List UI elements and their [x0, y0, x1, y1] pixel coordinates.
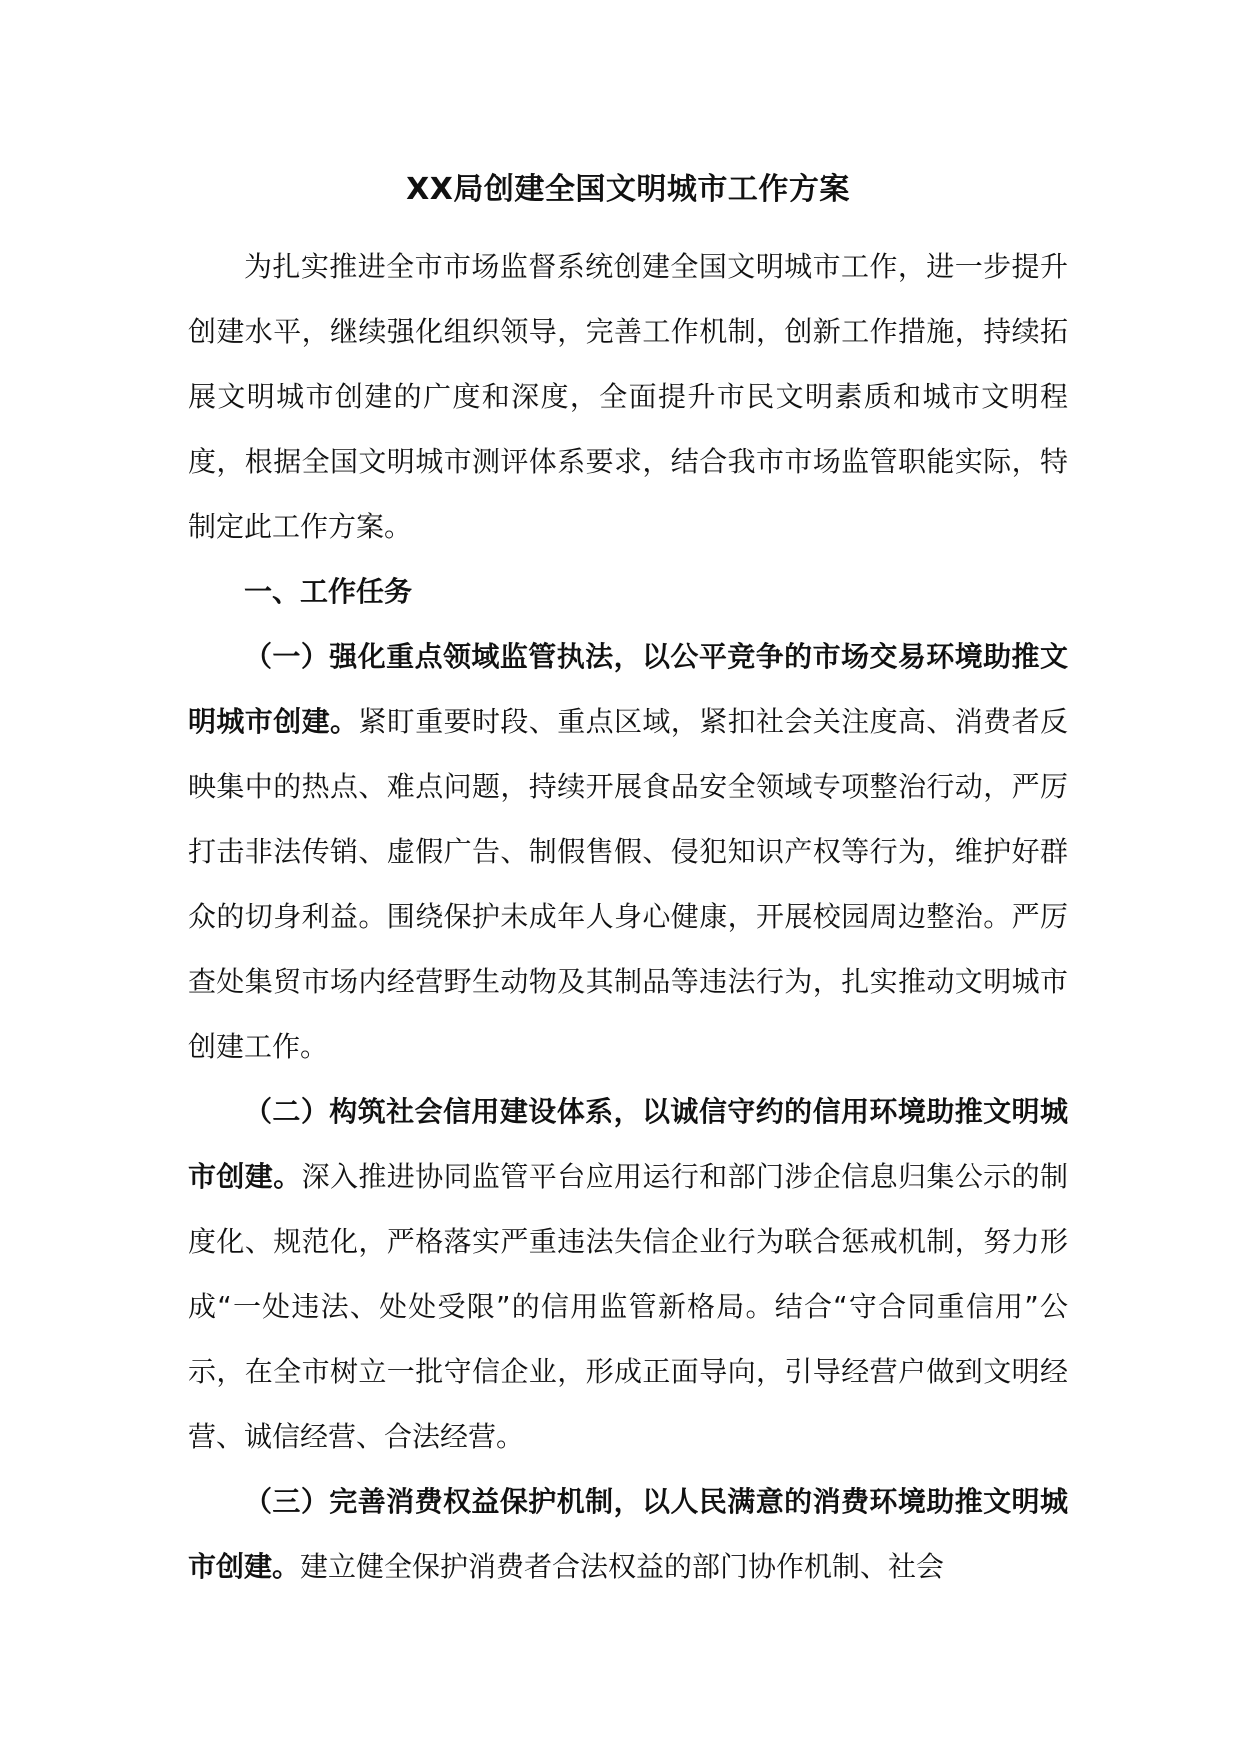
task-paragraph-3 — [188, 1469, 1068, 1599]
task-1-lead: （一）强化重点领域监管执法，以公平竞争的市场交易环境助推文明城市创建。 — [188, 640, 1068, 738]
section-heading-work-tasks: 一、工作任务 — [244, 575, 413, 608]
intro-paragraph: 为扎实推进全市市场监督系统创建全国文明城市工作，进一步提升创建水平，继续强化组织领导，完善工作机制，创新工作措施，持续拓展文明城市创建的广度和深度，全面提升市民文明素质和城市文明程度，根据全国文明城市测评体系要求，结合我市市场监管职能实际，特制定此工作方案。 — [188, 250, 1068, 543]
document-title: XX局创建全国文明城市工作方案 — [406, 172, 850, 207]
document-content — [188, 168, 1068, 1599]
task-1-body: 紧盯重要时段、重点区域，紧扣社会关注度高、消费者反映集中的热点、难点问题，持续开展食品安全领域专项整治行动，严厉打击非法传销、虚假广告、制假售假、侵犯知识产权等行为，维护好群众的切身利益。围绕保护未成年人身心健康，开展校园周边整治。严厉查处集贸市场内经营野生动物及其制品等违法行为，扎实推动文明城市创建工作。 — [188, 705, 1068, 1063]
task-3-lead: （三）完善消费权益保护机制，以人民满意的消费环境助推文明城市创建。 — [188, 1485, 1068, 1583]
task-2-body: 深入推进协同监管平台应用运行和部门涉企信息归集公示的制度化、规范化，严格落实严重违法失信企业行为联合惩戒机制，努力形成“一处违法、处处受限”的信用监管新格局。结合“守合同重信用”公示，在全市树立一批守信企业，形成正面导向，引导经营户做到文明经营、诚信经营、合法经营。 — [188, 1160, 1068, 1453]
task-paragraph-2 — [188, 1079, 1068, 1469]
task-paragraph-1 — [188, 624, 1068, 1079]
task-3-body: 建立健全保护消费者合法权益的部门协作机制、社会 — [300, 1550, 945, 1583]
task-2-lead: （二）构筑社会信用建设体系，以诚信守约的信用环境助推文明城市创建。 — [188, 1095, 1068, 1193]
